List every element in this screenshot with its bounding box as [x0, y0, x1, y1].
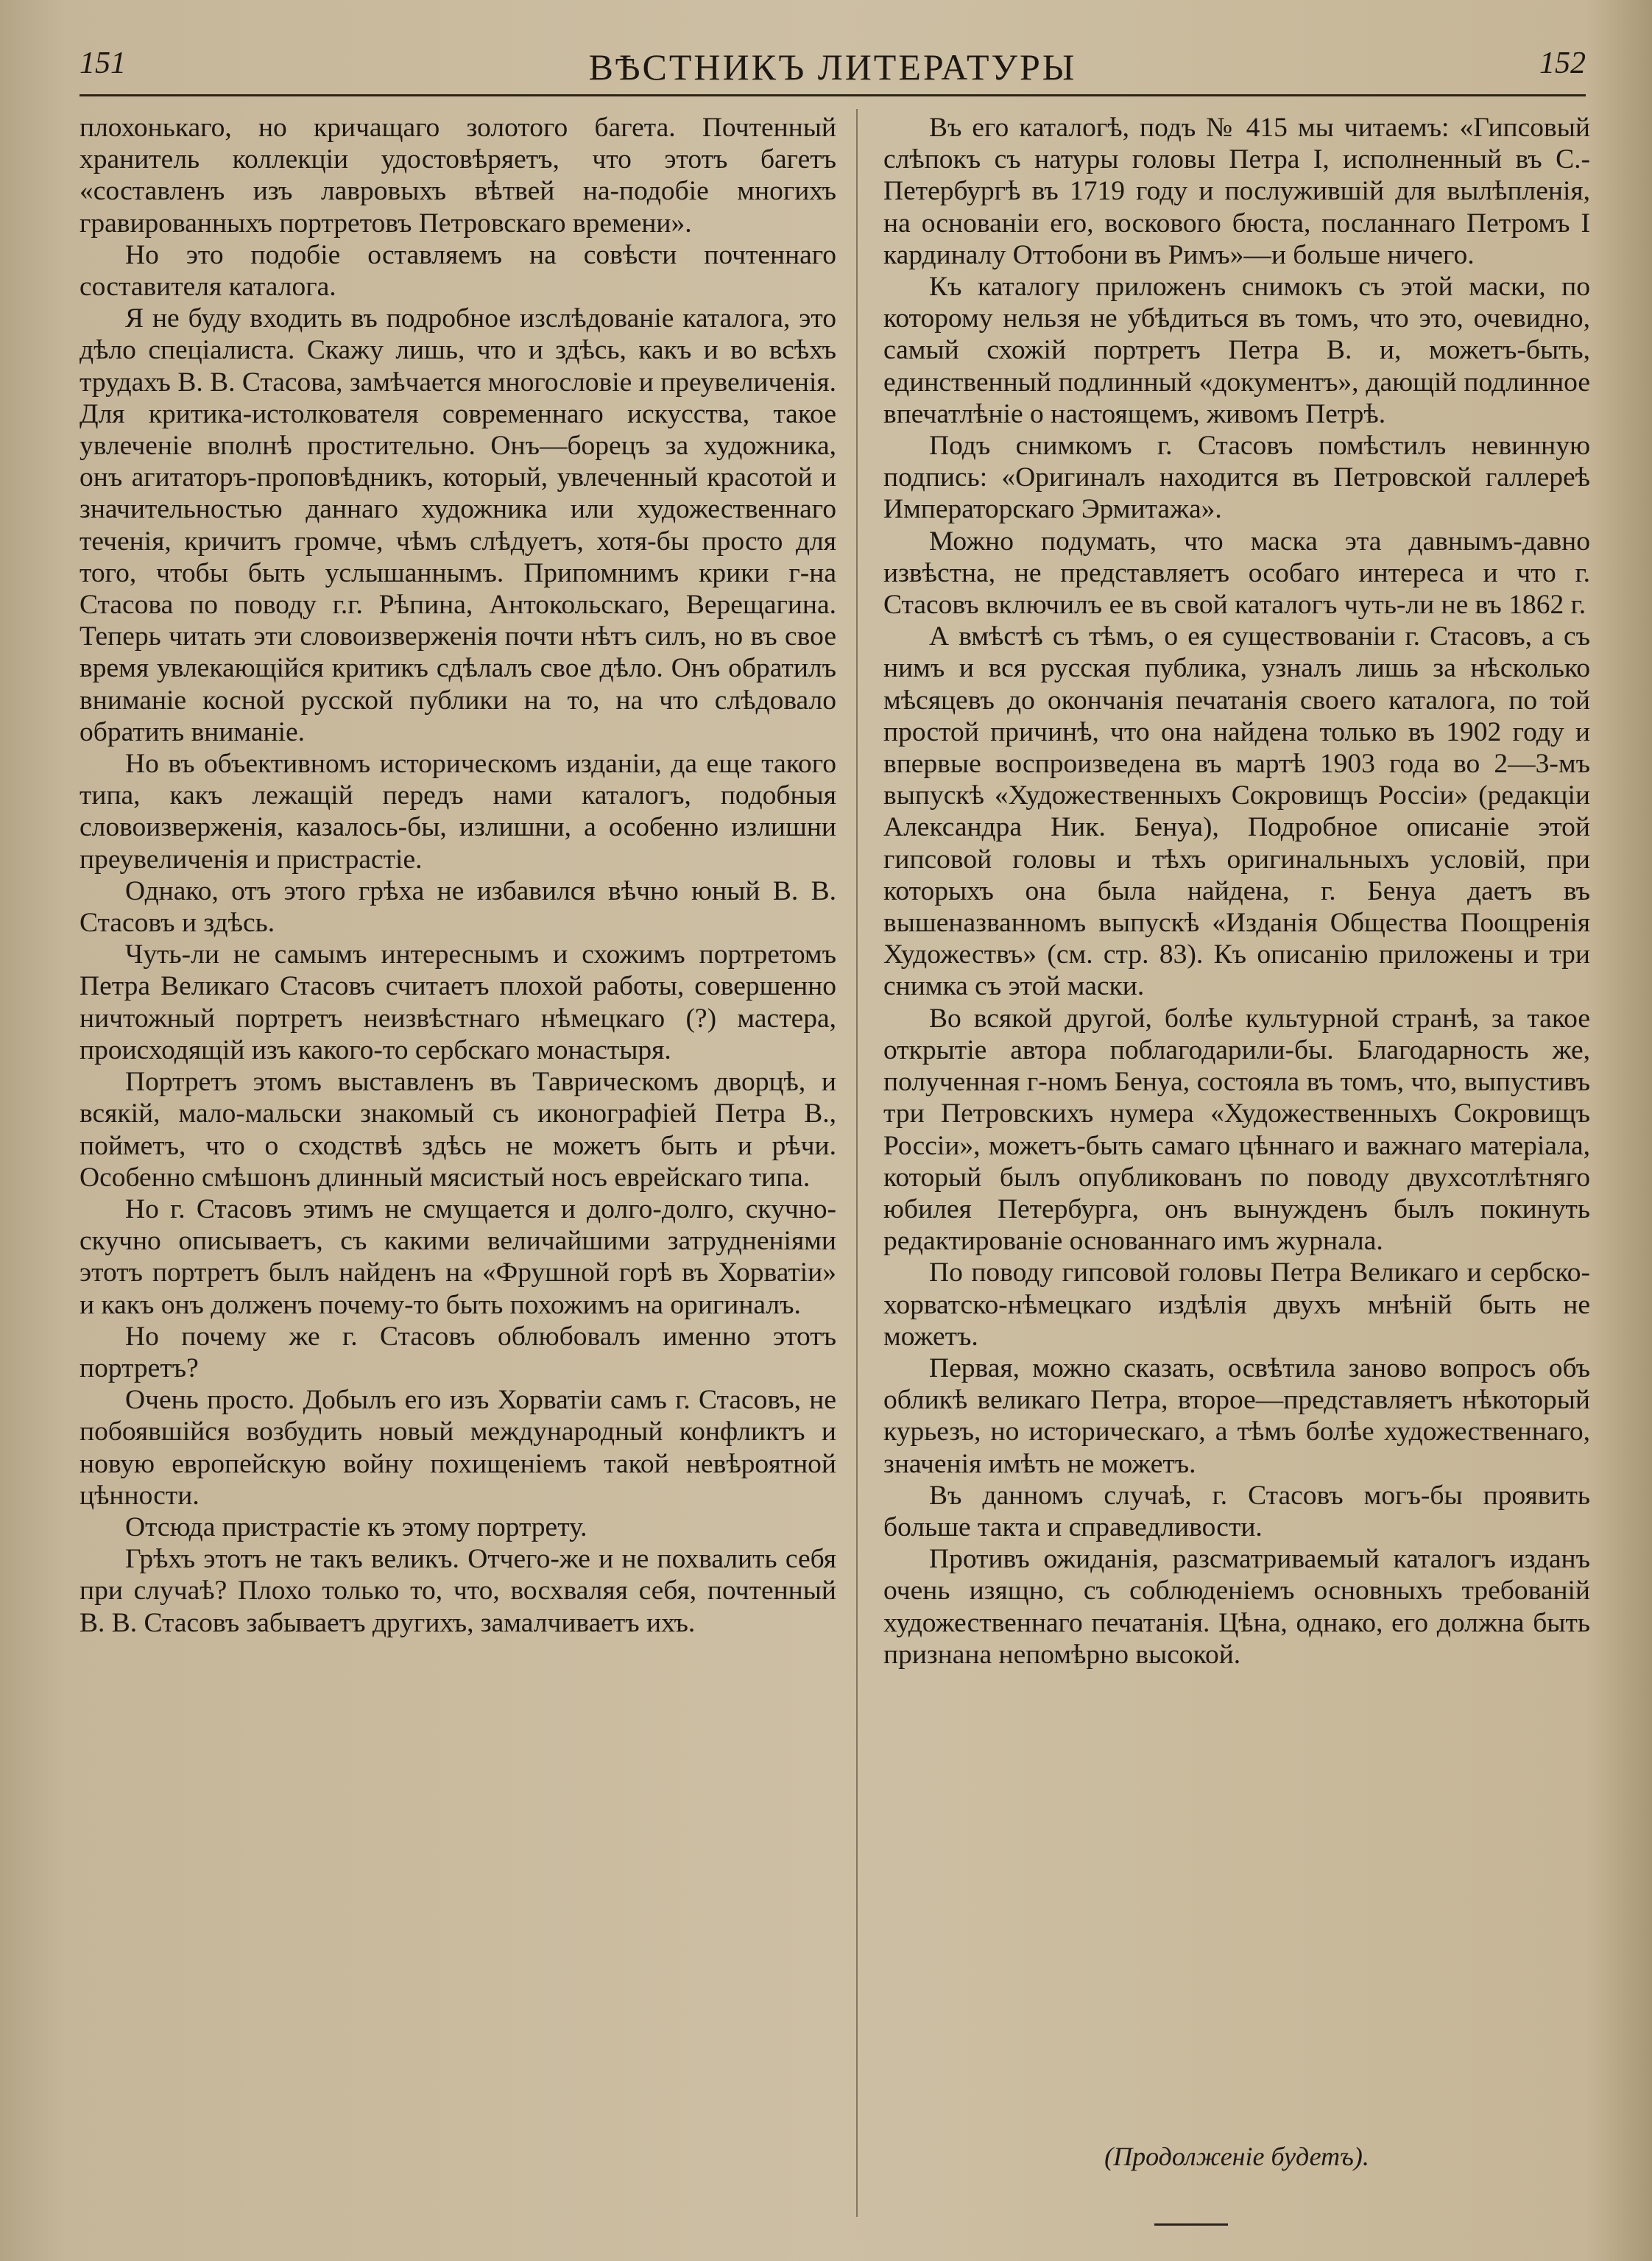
end-rule — [1154, 2223, 1228, 2226]
paragraph: Но г. Стасовъ этимъ не смущается и долго-долго, скучно-скучно описываетъ, съ какими величайшими затрудненіями этотъ портретъ былъ найденъ на «Фрушной горѣ въ Хорватіи» и какъ онъ долженъ почему-то быть похожимъ на оригиналъ. — [80, 1193, 836, 1320]
paragraph: А вмѣстѣ съ тѣмъ, о ея существованіи г. Стасовъ, а съ нимъ и вся русская публика, узналъ лишь за нѣсколько мѣсяцевъ до окончанія печатанія своего каталога, по той простой причинѣ, что она найдена только въ 1902 году и впервые воспроизведена въ мартѣ 1903 года во 2—3-мъ выпускѣ «Художественныхъ Сокровищъ Россіи» (редакціи Александра Ник. Бенуа), Подробное описаніе этой гипсовой головы и тѣхъ оригинальныхъ условій, при которыхъ она была найдена, г. Бенуа даетъ въ вышеназванномъ выпускѣ «Изданія Общества Поощренія Художествъ» (см. стр. 83). Къ описанію приложены и три снимка съ этой маски. — [883, 621, 1590, 1002]
paragraph: Я не буду входить въ подробное изслѣдованіе каталога, это дѣло спеціалиста. Скажу лишь, что и здѣсь, какъ и во всѣхъ трудахъ В. В. Стасова, замѣчается многословіе и преувеличенія. Для критика-истолкователя современнаго искусства, такое увлеченіе вполнѣ простительно. Онъ—борецъ за художника, онъ агитаторъ-проповѣдникъ, который, увлеченный красотой и значительностью даннаго художника или художественнаго теченія, кричитъ громче, чѣмъ слѣдуетъ, хотя-бы просто для того, чтобы быть услышаннымъ. Припомнимъ крики г-на Стасова по поводу г.г. Рѣпина, Антокольскаго, Верещагина. Теперь читать эти словоизверженія почти нѣтъ силъ, но въ свое время увлекающійся критикъ сдѣлалъ свое дѣло. Онъ обратилъ вниманіе косной русской публики на то, на что слѣдовало обратить вниманіе. — [80, 303, 836, 747]
paragraph: Первая, можно сказать, освѣтила заново вопросъ объ обликѣ великаго Петра, второе—представляетъ нѣкоторый курьезъ, но историческаго, а тѣмъ болѣе художественнаго, значенія имѣть не можетъ. — [883, 1352, 1590, 1479]
paragraph: По поводу гипсовой головы Петра Великаго и сербско-хорватско-нѣмецкаго издѣлія двухъ мнѣній быть не можетъ. — [883, 1258, 1590, 1352]
running-head — [80, 46, 1586, 97]
page-number-left: 151 — [80, 46, 126, 80]
paragraph: Но это подобіе оставляемъ на совѣсти почтеннаго составителя каталога. — [80, 239, 836, 303]
page-number-right: 152 — [1539, 46, 1586, 80]
left-column — [80, 112, 836, 1639]
paragraph: Портретъ этомъ выставленъ въ Таврическомъ дворцѣ, и всякій, мало-мальски знакомый съ иконографіей Петра В., пойметъ, что о сходствѣ здѣсь не можетъ быть и рѣчи. Особенно смѣшонъ длинный мясистый носъ еврейскаго типа. — [80, 1067, 836, 1193]
paragraph: Къ каталогу приложенъ снимокъ съ этой маски, по которому нельзя не убѣдиться въ томъ, что это, очевидно, самый схожій портретъ Петра В. и, можетъ-быть, единственный подлинный «документъ», дающій подлинное впечатлѣніе о настоящемъ, живомъ Петрѣ. — [883, 272, 1590, 429]
paragraph: Во всякой другой, болѣе культурной странѣ, за такое открытіе автора поблагодарили-бы. Благодарность же, полученная г-номъ Бенуа, состояла въ томъ, что, выпустивъ три Петровскихъ нумера «Художественныхъ Сокровищъ Россіи», можетъ-быть самаго цѣннаго и важнаго матеріала, который былъ опубликованъ по поводу двухсотлѣтняго юбилея Петербурга, онъ вынужденъ былъ покинуть редактированіе основаннаго имъ журнала. — [883, 1003, 1590, 1257]
paragraph: Можно подумать, что маска эта давнымъ-давно извѣстна, не представляетъ особаго интереса и что г. Стасовъ включилъ ее въ свой каталогъ чуть-ли не въ 1862 г. — [883, 526, 1590, 621]
right-column — [883, 112, 1590, 1671]
paragraph: Отсюда пристрастіе къ этому портрету. — [125, 1512, 587, 1542]
paragraph: Но почему же г. Стасовъ облюбовалъ именно этотъ портретъ? — [80, 1321, 836, 1383]
paragraph: Чуть-ли не самымъ интереснымъ и схожимъ портретомъ Петра Великаго Стасовъ считаетъ плохой работы, совершенно ничтожный портретъ неизвѣстнаго нѣмецкаго (?) мастера, происходящій изъ какого-то сербскаго монастыря. — [80, 939, 836, 1065]
paragraph: Очень просто. Добылъ его изъ Хорватіи самъ г. Стасовъ, не побоявшійся возбудить новый международный конфликтъ и новую европейскую войну похищеніемъ такой невѣроятной цѣнности. — [80, 1385, 836, 1511]
paragraph: Однако, отъ этого грѣха не избавился вѣчно юный В. В. Стасовъ и здѣсь. — [80, 875, 836, 939]
paragraph: Въ его каталогѣ, подъ № 415 мы читаемъ: «Гипсовый слѣпокъ съ натуры головы Петра I, исполненный въ С.-Петербургѣ въ 1719 году и послужившій для вылѣпленія, на основаніи его, воскового бюста, посланнаго Петромъ I кардиналу Оттобони въ Римъ»—и больше ничего. — [883, 113, 1590, 270]
paragraph: Подъ снимкомъ г. Стасовъ помѣстилъ невинную подпись: «Оригиналъ находится въ Петровской галлереѣ Императорскаго Эрмитажа». — [883, 431, 1590, 525]
paragraph: Въ данномъ случаѣ, г. Стасовъ могъ-бы проявить больше такта и справедливости. — [883, 1480, 1590, 1542]
paragraph: плохонькаго, но кричащаго золотого багета. Почтенный хранитель коллекціи удостовѣряетъ, что этотъ багетъ «составленъ изъ лавровыхъ вѣтвей на-подобіе многихъ гравированныхъ портретовъ Петровскаго времени». — [80, 113, 836, 239]
paragraph: Но въ объективномъ историческомъ изданіи, да еще такого типа, какъ лежащій передъ нами каталогъ, подобныя словоизверженія, казалось-бы, излишни, а особенно излишни преувеличенія и пристрастіе. — [80, 749, 836, 875]
continued-note: (Продолженіе будетъ). — [1104, 2142, 1369, 2171]
journal-title: ВѢСТНИКЪ ЛИТЕРАТУРЫ — [588, 46, 1077, 88]
header-rule — [80, 94, 1586, 96]
paragraph: Грѣхъ этотъ не такъ великъ. Отчего-же и не похвалить себя при случаѣ? Плохо только то, что, восхваляя себя, почтенный В. В. Стасовъ забываетъ другихъ, замалчиваетъ ихъ. — [80, 1544, 836, 1638]
paragraph: Противъ ожиданія, разсматриваемый каталогъ изданъ очень изящно, съ соблюденіемъ основныхъ требованій художественнаго печатанія. Цѣна, однако, его должна быть признана непомѣрно высокой. — [883, 1544, 1590, 1670]
column-divider — [856, 109, 858, 2217]
